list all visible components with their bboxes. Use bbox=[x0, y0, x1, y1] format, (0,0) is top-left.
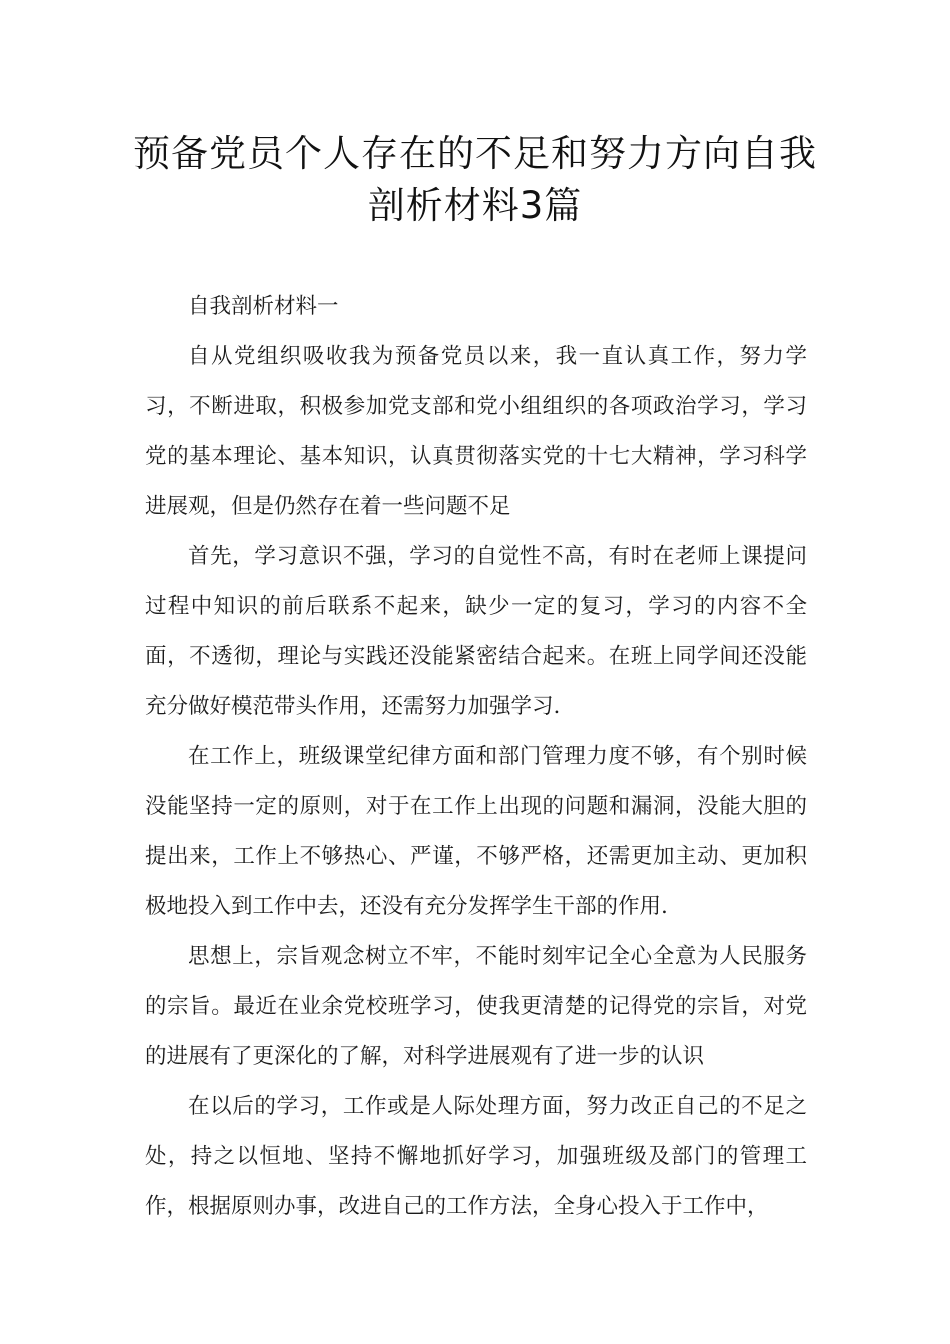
paragraph: 首先，学习意识不强，学习的自觉性不高，有时在老师上课提问过程中知识的前后联系不起来，缺少一定的复习，学习的内容不全面，不透彻，理论与实践还没能紧密结合起来。在班上同学间还没能充分做好模范带头作用，还需努力加强学习. bbox=[145, 544, 807, 719]
paragraph: 思想上，宗旨观念树立不牢，不能时刻牢记全心全意为人民服务的宗旨。最近在业余党校班学习，使我更清楚的记得党的宗旨，对党的进展有了更深化的了解，对科学进展观有了进一步的认识 bbox=[145, 944, 807, 1069]
section-heading: 自我剖析材料一 bbox=[188, 294, 339, 319]
document-title: 预备党员个人存在的不足和努力方向自我剖析材料3篇 bbox=[133, 132, 817, 227]
paragraph: 在以后的学习，工作或是人际处理方面，努力改正自己的不足之处，持之以恒地、坚持不懈地抓好学习，加强班级及部门的管理工作，根据原则办事，改进自己的工作方法，全身心投入于工作中， bbox=[145, 1094, 807, 1219]
paragraph: 自从党组织吸收我为预备党员以来，我一直认真工作，努力学习，不断进取，积极参加党支部和党小组组织的各项政治学习，学习党的基本理论、基本知识，认真贯彻落实党的十七大精神，学习科学进展观，但是仍然存在着一些问题不足 bbox=[145, 344, 807, 519]
document-body bbox=[145, 282, 807, 1232]
paragraph: 在工作上，班级课堂纪律方面和部门管理力度不够，有个别时候没能坚持一定的原则，对于在工作上出现的问题和漏洞，没能大胆的提出来，工作上不够热心、严谨，不够严格，还需更加主动、更加积极地投入到工作中去，还没有充分发挥学生干部的作用. bbox=[145, 744, 807, 919]
